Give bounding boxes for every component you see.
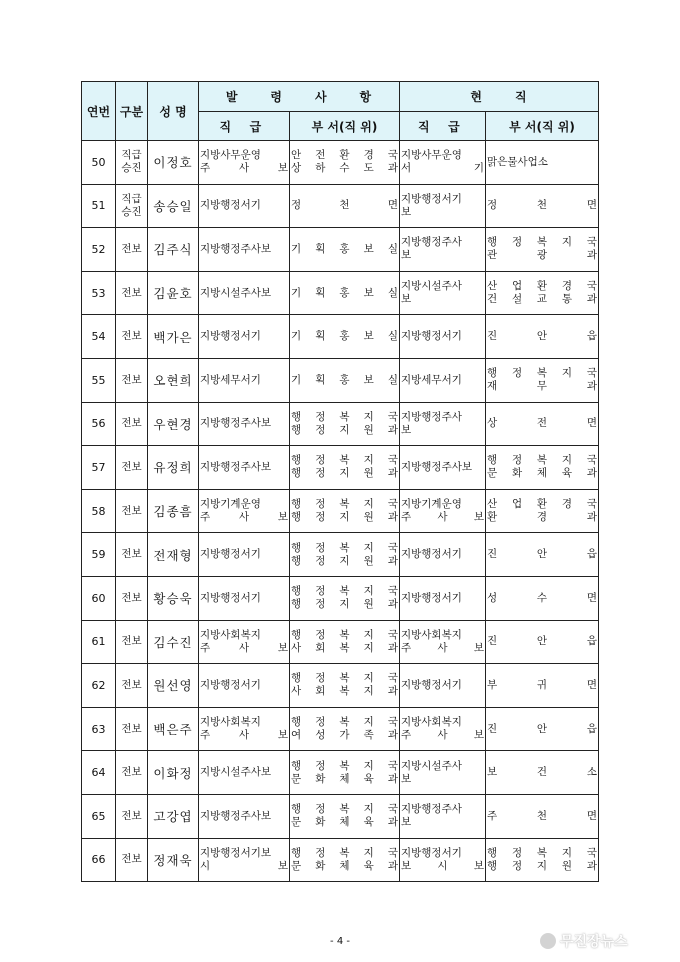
new_dept-line: 행 정 복 지 국 [291,846,398,859]
type-line: 전보 [121,373,142,386]
new_dept-line: 행 정 복 지 국 [291,498,398,511]
new_rank-line: 지방행정서기 [200,548,261,561]
new-rank [199,664,290,708]
new_dept-line: 행 정 복 지 국 [291,628,398,641]
type-line: 전보 [121,591,142,604]
cur_rank-line: 지방시설주사 [401,759,462,772]
new_dept-line: 행 정 복 지 국 [291,716,398,729]
cur_dept-line: 행 정 복 지 국 [487,846,598,859]
type-line: 전보 [121,722,142,735]
type-line: 전보 [121,460,142,473]
cur-rank [400,228,486,272]
row-name: 전재형 [148,533,199,577]
cur_rank-line: 지방사무운영 [401,149,462,162]
row-number: 63 [82,707,116,751]
cur-dept [486,838,599,882]
cur_dept-line: 문 화 체 육 과 [487,467,598,480]
table-row [82,707,599,751]
cur_rank-line: 보 시 보 [401,859,484,872]
new-dept [290,838,400,882]
type-line: 승진 [121,205,142,218]
new-rank [199,271,290,315]
new_dept-line: 문 화 체 육 과 [291,859,398,872]
row-type [116,533,148,577]
type-line: 전보 [121,504,142,517]
new-rank [199,838,290,882]
cur-rank [400,620,486,664]
row-type [116,184,148,228]
row-number: 53 [82,271,116,315]
new_rank-line: 주 사 보 [200,641,288,654]
new_rank-line: 지방사무운영 [200,149,261,162]
cur_rank-line: 지방사회복지 [401,628,462,641]
watermark-text: 무진장뉴스 [560,934,628,950]
cur-rank [400,184,486,228]
row-number: 61 [82,620,116,664]
row-name: 유정희 [148,446,199,490]
row-number: 54 [82,315,116,359]
new-rank [199,315,290,359]
cur_dept-line: 성 수 면 [487,591,598,604]
new_rank-line: 지방행정서기보 [200,846,272,859]
new_dept-line: 안 전 환 경 국 [291,149,398,162]
row-name: 백은주 [148,707,199,751]
cur_dept-line: 진 안 읍 [487,548,598,561]
new_dept-line: 기 획 홍 보 실 [291,242,398,255]
new_rank-line: 지방행정주사보 [200,460,272,473]
cur_dept-line: 주 천 면 [487,809,598,822]
cur_dept-line: 건 설 교 통 과 [487,293,598,306]
new_rank-line: 시 보 [200,859,288,872]
new_rank-line: 지방행정주사보 [200,417,272,430]
cur_dept-line: 관 광 과 [487,249,598,262]
cur_rank-line: 지방행정주사 [401,410,462,423]
table-row [82,141,599,185]
cur_rank-line: 지방사회복지 [401,716,462,729]
row-type [116,228,148,272]
cur-dept [486,533,599,577]
new-dept [290,184,400,228]
row-name: 원선영 [148,664,199,708]
new_rank-line: 지방행정서기 [200,199,261,212]
new-rank [199,794,290,838]
new-dept [290,794,400,838]
row-name: 송승일 [148,184,199,228]
header-name: 성 명 [148,82,199,141]
new_rank-line: 지방사회복지 [200,628,261,641]
type-line: 전보 [121,330,142,343]
cur-dept [486,794,599,838]
new_dept-line: 행 정 지 원 과 [291,467,398,480]
new-rank [199,358,290,402]
cur-dept [486,315,599,359]
table-row [82,315,599,359]
header-cur-rank: 직 급 [400,112,486,141]
new_dept-line: 상 하 수 도 과 [291,162,398,175]
new-rank [199,141,290,185]
type-line: 승진 [121,162,142,175]
new-rank [199,446,290,490]
cur-rank [400,751,486,795]
row-type [116,576,148,620]
new-dept [290,533,400,577]
new-dept [290,141,400,185]
cur-dept [486,184,599,228]
new_rank-line: 주 사 보 [200,162,288,175]
new_dept-line: 행 정 복 지 국 [291,759,398,772]
cur_dept-line: 정 천 면 [487,199,598,212]
table-row [82,751,599,795]
cur_rank-line: 지방행정서기 [401,846,462,859]
new_dept-line: 여 성 가 족 과 [291,729,398,742]
cur_rank-line: 지방행정서기 [401,548,462,561]
new-dept [290,446,400,490]
header-no: 연번 [82,82,116,141]
row-number: 50 [82,141,116,185]
cur_dept-line: 상 전 면 [487,417,598,430]
page-number: - 4 - [330,936,350,947]
row-name: 백가은 [148,315,199,359]
new_rank-line: 지방시설주사보 [200,286,272,299]
row-number: 51 [82,184,116,228]
cur_dept-line: 부 귀 면 [487,678,598,691]
new-dept [290,271,400,315]
new-dept [290,751,400,795]
row-number: 62 [82,664,116,708]
cur_dept-line: 행 정 복 지 국 [487,367,598,380]
cur_dept-line: 행 정 지 원 과 [487,859,598,872]
new_dept-line: 행 정 복 지 국 [291,672,398,685]
cur_dept-line: 맑은물사업소 [487,155,548,168]
row-number: 65 [82,794,116,838]
row-name: 김주식 [148,228,199,272]
row-name: 오현희 [148,358,199,402]
cur-rank [400,141,486,185]
cur_rank-line: 주 사 보 [401,729,484,742]
row-name: 김윤호 [148,271,199,315]
new-rank [199,707,290,751]
new_dept-line: 문 화 체 육 과 [291,772,398,785]
type-line: 전보 [121,678,142,691]
table-row [82,533,599,577]
row-type [116,315,148,359]
new-dept [290,358,400,402]
cur_rank-line: 주 사 보 [401,511,484,524]
personnel-table [81,81,599,882]
cur-rank [400,315,486,359]
row-type [116,446,148,490]
new_dept-line: 기 획 홍 보 실 [291,373,398,386]
row-number: 66 [82,838,116,882]
header-appointment: 발 령 사 항 [199,82,400,112]
new_dept-line: 행 정 지 원 과 [291,511,398,524]
row-type [116,707,148,751]
cur_rank-line: 서 기 [401,162,484,175]
header-new-dept: 부 서(직 위) [290,112,400,141]
new_dept-line: 문 화 체 육 과 [291,816,398,829]
row-name: 김종흠 [148,489,199,533]
cur-dept [486,402,599,446]
row-type [116,794,148,838]
type-line: 전보 [121,548,142,561]
new-rank [199,533,290,577]
header-type: 구분 [116,82,148,141]
cur_rank-line: 보 [401,293,412,306]
cur_rank-line: 지방세무서기 [401,373,462,386]
cur-rank [400,271,486,315]
new_dept-line: 정 천 면 [291,199,398,212]
table-row [82,228,599,272]
type-line: 전보 [121,809,142,822]
new_dept-line: 행 정 복 지 국 [291,541,398,554]
row-type [116,751,148,795]
cur_rank-line: 지방행정주사보 [401,460,473,473]
new-dept [290,228,400,272]
cur-rank [400,664,486,708]
row-type [116,620,148,664]
cur_rank-line: 보 [401,423,412,436]
table-row [82,184,599,228]
row-number: 64 [82,751,116,795]
new_rank-line: 지방행정서기 [200,330,261,343]
row-number: 55 [82,358,116,402]
watermark-logo-icon [540,933,556,949]
table-row [82,402,599,446]
table-row [82,489,599,533]
cur-dept [486,664,599,708]
type-line: 전보 [121,242,142,255]
cur_rank-line: 보 [401,205,412,218]
cur_dept-line: 행 정 복 지 국 [487,454,598,467]
cur-rank [400,533,486,577]
cur_dept-line: 산 업 환 경 국 [487,498,598,511]
row-name: 우현경 [148,402,199,446]
cur-dept [486,489,599,533]
new_rank-line: 지방시설주사보 [200,766,272,779]
table-row [82,576,599,620]
cur-dept [486,576,599,620]
cur_dept-line: 진 안 읍 [487,722,598,735]
table-row [82,446,599,490]
cur-dept [486,141,599,185]
cur-rank [400,707,486,751]
row-name: 정재욱 [148,838,199,882]
cur_rank-line: 지방시설주사 [401,280,462,293]
row-number: 58 [82,489,116,533]
cur-dept [486,271,599,315]
cur_rank-line: 지방행정서기 [401,591,462,604]
cur-rank [400,489,486,533]
cur_rank-line: 지방행정서기 [401,192,462,205]
new_rank-line: 주 사 보 [200,511,288,524]
new_rank-line: 지방사회복지 [200,716,261,729]
cur_rank-line: 지방행정주사 [401,803,462,816]
new-dept [290,402,400,446]
row-name: 고강엽 [148,794,199,838]
cur_dept-line: 재 무 과 [487,380,598,393]
row-name: 황승욱 [148,576,199,620]
cur_dept-line: 진 안 읍 [487,330,598,343]
new_rank-line: 지방행정서기 [200,678,261,691]
new_rank-line: 지방세무서기 [200,373,261,386]
cur_rank-line: 지방기계운영 [401,498,462,511]
cur_rank-line: 지방행정서기 [401,678,462,691]
table-body [82,141,599,882]
new-dept [290,489,400,533]
table-row [82,794,599,838]
cur-rank [400,838,486,882]
cur-rank [400,794,486,838]
row-type [116,402,148,446]
cur-dept [486,707,599,751]
new-rank [199,751,290,795]
cur_rank-line: 지방행정주사 [401,236,462,249]
new_rank-line: 지방행정주사보 [200,809,272,822]
new_dept-line: 사 회 복 지 과 [291,641,398,654]
cur-rank [400,358,486,402]
cur-rank [400,402,486,446]
cur_dept-line: 진 안 읍 [487,635,598,648]
new_dept-line: 사 회 복 지 과 [291,685,398,698]
new_rank-line: 지방행정주사보 [200,242,272,255]
row-number: 56 [82,402,116,446]
cur_rank-line: 보 [401,249,412,262]
new-dept [290,576,400,620]
new_dept-line: 행 정 지 원 과 [291,598,398,611]
new_rank-line: 지방기계운영 [200,498,261,511]
new_dept-line: 행 정 지 원 과 [291,423,398,436]
table-row [82,664,599,708]
new_dept-line: 행 정 복 지 국 [291,585,398,598]
type-line: 전보 [121,766,142,779]
new_dept-line: 기 획 홍 보 실 [291,286,398,299]
row-number: 57 [82,446,116,490]
new-rank [199,184,290,228]
new-rank [199,228,290,272]
table-row [82,271,599,315]
new-rank [199,489,290,533]
cur_dept-line: 행 정 복 지 국 [487,236,598,249]
new-rank [199,402,290,446]
type-line: 전보 [121,417,142,430]
cur_dept-line: 환 경 과 [487,511,598,524]
cur_dept-line: 산 업 환 경 국 [487,280,598,293]
cur_rank-line: 주 사 보 [401,641,484,654]
type-line: 전보 [121,635,142,648]
header-new-rank: 직 급 [199,112,290,141]
cur-rank [400,446,486,490]
new_dept-line: 행 정 복 지 국 [291,410,398,423]
table-row [82,358,599,402]
new_dept-line: 행 정 복 지 국 [291,454,398,467]
new_dept-line: 행 정 지 원 과 [291,554,398,567]
row-number: 52 [82,228,116,272]
cur_rank-line: 보 [401,772,412,785]
cur_dept-line: 보 건 소 [487,766,598,779]
cur_rank-line: 보 [401,816,412,829]
table-row [82,838,599,882]
cur-dept [486,751,599,795]
cur-rank [400,576,486,620]
cur-dept [486,228,599,272]
type-line: 직급 [121,192,142,205]
new-dept [290,620,400,664]
new-dept [290,315,400,359]
header-current: 현 직 [400,82,599,112]
row-name: 김수진 [148,620,199,664]
new_dept-line: 행 정 복 지 국 [291,803,398,816]
new-dept [290,707,400,751]
new-dept [290,664,400,708]
row-type [116,271,148,315]
row-name: 이화정 [148,751,199,795]
row-type [116,838,148,882]
watermark [540,928,674,954]
new-rank [199,620,290,664]
row-type [116,358,148,402]
row-type [116,664,148,708]
type-line: 전보 [121,853,142,866]
cur_rank-line: 지방행정서기 [401,330,462,343]
row-number: 59 [82,533,116,577]
type-line: 전보 [121,286,142,299]
row-name: 이정호 [148,141,199,185]
cur-dept [486,446,599,490]
new_dept-line: 기 획 홍 보 실 [291,330,398,343]
row-type [116,489,148,533]
new-rank [199,576,290,620]
table-row [82,620,599,664]
cur-dept [486,358,599,402]
cur-dept [486,620,599,664]
row-number: 60 [82,576,116,620]
header-cur-dept: 부 서(직 위) [486,112,599,141]
row-type [116,141,148,185]
new_rank-line: 주 사 보 [200,729,288,742]
new_rank-line: 지방행정서기 [200,591,261,604]
type-line: 직급 [121,149,142,162]
